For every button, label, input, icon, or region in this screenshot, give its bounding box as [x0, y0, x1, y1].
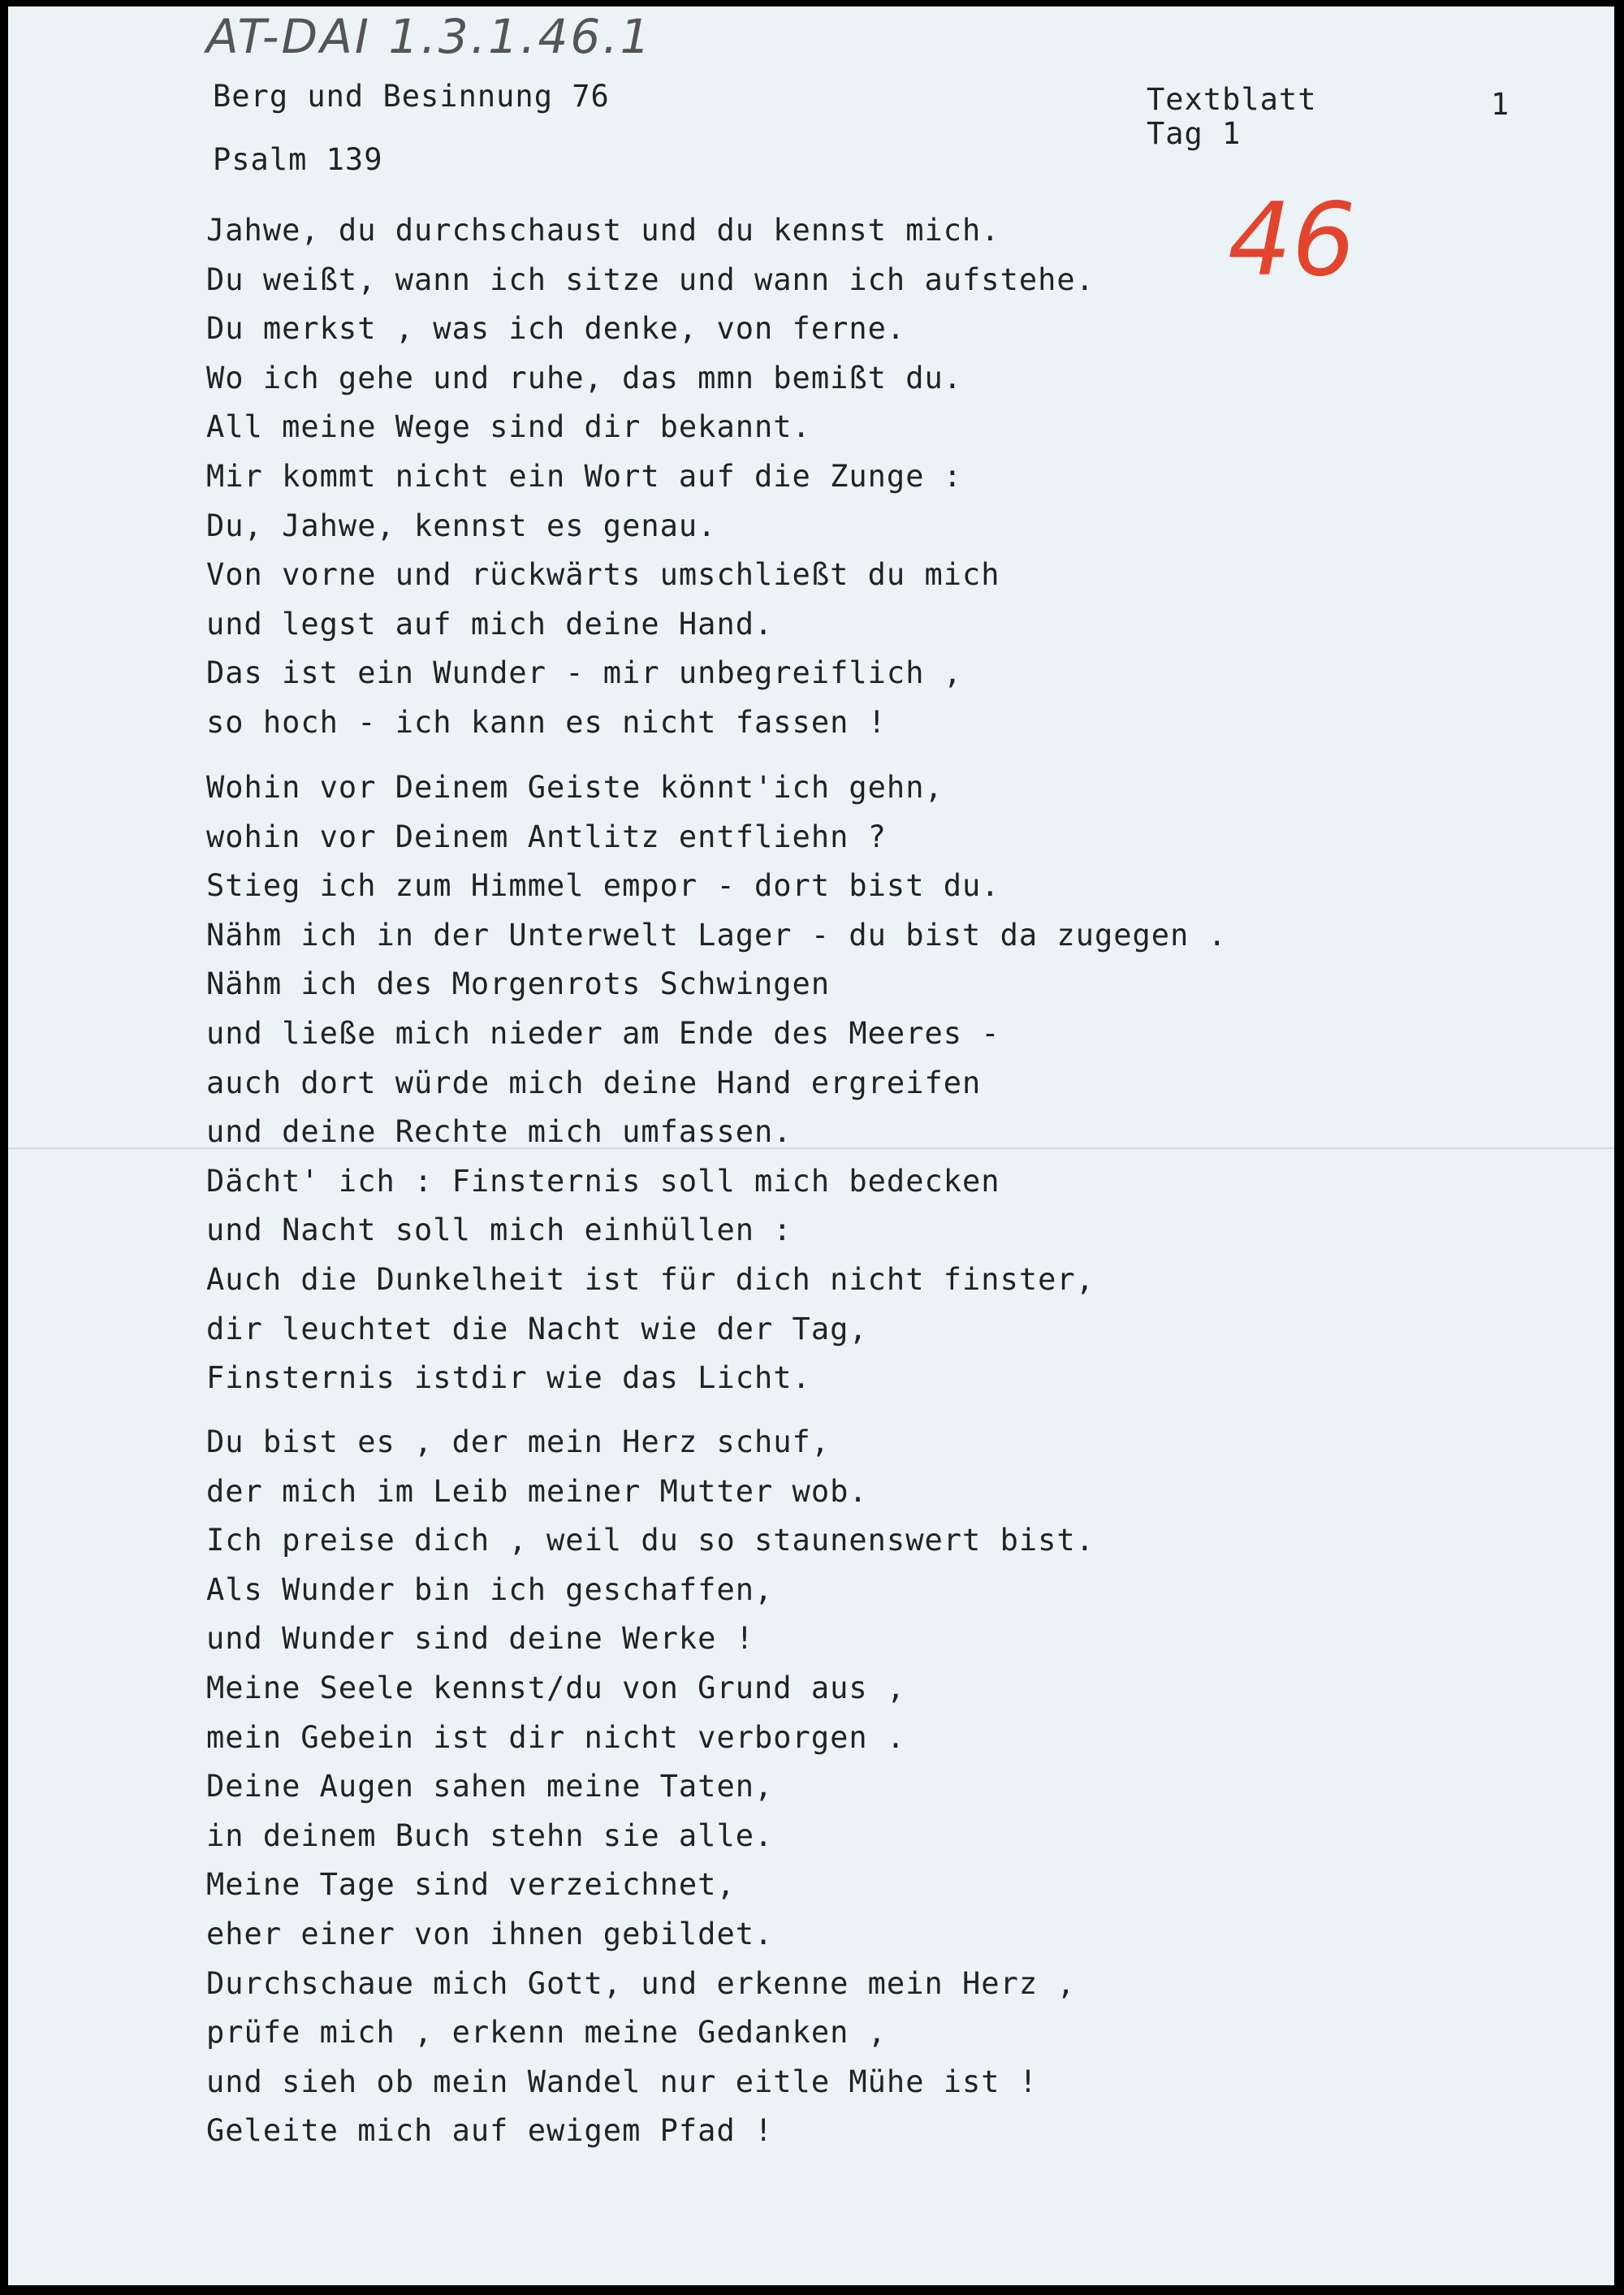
verse-line: Dächt' ich : Finsternis soll mich bedecken: [206, 1163, 1000, 1199]
verse-line: Wo ich gehe und ruhe, das mmn bemißt du.: [206, 360, 963, 395]
verse-line: wohin vor Deinem Antlitz entfliehn ?: [206, 819, 887, 854]
verse-line: Deine Augen sahen meine Taten,: [206, 1769, 774, 1804]
verse-line: in deinem Buch stehn sie alle.: [206, 1817, 774, 1853]
verse-line: dir leuchtet die Nacht wie der Tag,: [206, 1311, 868, 1346]
verse-line: eher einer von ihnen gebildet.: [206, 1916, 774, 1951]
stanza-2: [206, 763, 1227, 1403]
verse-line: prüfe mich , erkenn meine Gedanken ,: [206, 2015, 887, 2051]
archive-reference: AT-DAI 1.3.1.46.1: [206, 9, 653, 64]
verse-line: Mir kommt nicht ein Wort auf die Zunge :: [206, 458, 963, 494]
verse-line: Finsternis istdir wie das Licht.: [206, 1360, 811, 1396]
verse-line: und legst auf mich deine Hand.: [206, 606, 774, 642]
verse-line: und ließe mich nieder am Ende des Meeres -: [206, 1015, 1000, 1051]
verse-line: Das ist ein Wunder - mir unbegreiflich ,: [206, 655, 963, 691]
verse-line: auch dort würde mich deine Hand ergreifen: [206, 1065, 982, 1100]
verse-line: und sieh ob mein Wandel nur eitle Mühe ist !: [206, 2064, 1039, 2099]
verse-line: Jahwe, du durchschaust und du kennst mich.: [206, 213, 1000, 248]
verse-line: Du, Jahwe, kennst es genau.: [206, 508, 717, 543]
verse-line: Du bist es , der mein Herz schuf,: [206, 1424, 831, 1459]
verse-line: Nähm ich des Morgenrots Schwingen: [206, 966, 831, 1002]
day-label: Tag 1: [1147, 116, 1242, 151]
series-title: Berg und Besinnung 76: [213, 79, 610, 114]
verse-line: Wohin vor Deinem Geiste könnt'ich gehn,: [206, 770, 944, 805]
folio-number: 46: [1228, 182, 1356, 299]
verse-line: und deine Rechte mich umfassen.: [206, 1114, 793, 1150]
psalm-title: Psalm 139: [213, 142, 383, 177]
verse-line: Nähm ich in der Unterwelt Lager - du bist da zugegen .: [206, 917, 1227, 953]
verse-line: Als Wunder bin ich geschaffen,: [206, 1571, 774, 1607]
verse-line: Auch die Dunkelheit ist für dich nicht finster,: [206, 1261, 1095, 1297]
verse-line: Ich preise dich , weil du so staunenswert bist.: [206, 1523, 1095, 1558]
verse-line: so hoch - ich kann es nicht fassen !: [206, 704, 887, 740]
verse-line: Du weißt, wann ich sitze und wann ich aufstehe.: [206, 261, 1095, 297]
verse-line: Meine Tage sind verzeichnet,: [206, 1867, 736, 1903]
verse-line: und Nacht soll mich einhüllen :: [206, 1212, 793, 1248]
verse-line: mein Gebein ist dir nicht verborgen .: [206, 1719, 906, 1755]
page-number: 1: [1491, 87, 1510, 122]
verse-line: Von vorne und rückwärts umschließt du mich: [206, 557, 1000, 593]
verse-line: und Wunder sind deine Werke !: [206, 1621, 755, 1657]
verse-line: Geleite mich auf ewigem Pfad !: [206, 2113, 774, 2149]
verse-line: Stieg ich zum Himmel empor - dort bist du.: [206, 868, 1000, 904]
verse-line: All meine Wege sind dir bekannt.: [206, 409, 811, 445]
verse-line: Meine Seele kennst/du von Grund aus ,: [206, 1670, 906, 1705]
document-page: [8, 6, 1614, 2285]
sheet-type-label: Textblatt: [1147, 82, 1317, 117]
verse-line: Durchschaue mich Gott, und erkenne mein Herz ,: [206, 1965, 1076, 2001]
stanza-3: [206, 1418, 1095, 2156]
verse-line: Du merkst , was ich denke, von ferne.: [206, 311, 906, 347]
stanza-1: [206, 206, 1095, 748]
verse-line: der mich im Leib meiner Mutter wob.: [206, 1473, 868, 1509]
